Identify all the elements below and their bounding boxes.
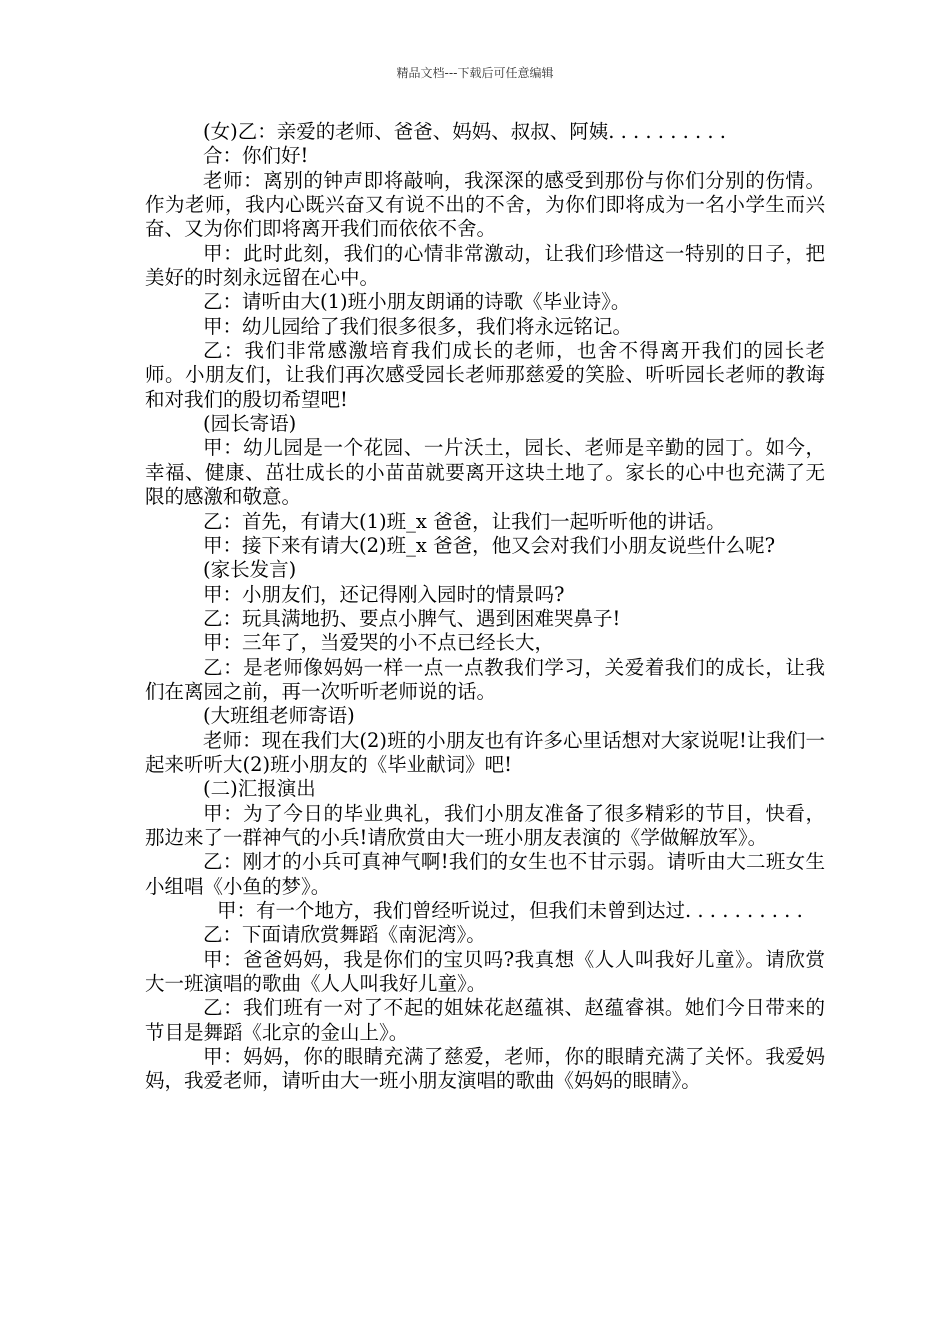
page-header: 精品文档---下载后可任意编辑 [396,66,554,80]
paragraph: 乙：我们非常感激培育我们成长的老师，也舍不得离开我们的园长老师。小朋友们，让我们再次感受园长老师那慈爱的笑脸、听听园长老师的教诲和对我们的殷切希望吧! [145,339,825,411]
paragraph: 甲：小朋友们，还记得刚入园时的情景吗? [203,582,565,606]
paragraph: (园长寄语) [203,412,297,436]
paragraph: 合：你们好! [203,144,309,168]
paragraph: (二)汇报演出 [203,777,316,801]
paragraph: 老师：现在我们大(2)班的小朋友也有许多心里话想对大家说呢!让我们一起来听听大(2)班小朋友的《毕业献词》吧! [145,728,825,776]
paragraph: 乙：请听由大(1)班小朋友朗诵的诗歌《毕业诗》。 [203,290,631,314]
paragraph: 甲：有一个地方，我们曾经听说过，但我们未曾到达过. . . . . . . . . . [217,899,803,922]
paragraph: 甲：此时此刻，我们的心情非常激动，让我们珍惜这一特别的日子，把美好的时刻永远留在心中。 [145,241,825,290]
paragraph: 甲：为了今日的毕业典礼，我们小朋友准备了很多精彩的节目，快看，那边来了一群神气的小兵!请欣赏由大一班小朋友表演的《学做解放军》。 [145,801,825,849]
paragraph: 甲：爸爸妈妈，我是你们的宝贝吗?我真想《人人叫我好儿童》。请欣赏大一班演唱的歌曲《人人叫我好儿童》。 [145,947,825,996]
paragraph: 乙：刚才的小兵可真神气啊!我们的女生也不甘示弱。请听由大二班女生小组唱《小鱼的梦》。 [145,850,825,898]
paragraph: 乙：下面请欣赏舞蹈《南泥湾》。 [203,923,486,947]
paragraph: (家长发言) [203,558,297,582]
paragraph: 甲：妈妈，你的眼睛充满了慈爱，老师，你的眼睛充满了关怀。我爱妈妈，我爱老师，请听由大一班小朋友演唱的歌曲《妈妈的眼睛》。 [145,1045,825,1093]
paragraph: 老师：离别的钟声即将敲响，我深深的感受到那份与你们分别的伤情。作为老师，我内心既兴奋又有说不出的不舍，为你们即将成为一名小学生而兴奋、又为你们即将离开我们而依依不舍。 [145,168,825,241]
paragraph: 乙：是老师像妈妈一样一点一点教我们学习，关爱着我们的成长，让我们在离园之前，再一次听听老师说的话。 [145,655,825,703]
paragraph: 甲：幼儿园给了我们很多很多，我们将永远铭记。 [203,314,633,338]
paragraph: 甲：幼儿园是一个花园、一片沃土，园长、老师是辛勤的园丁。如今，幸福、健康、茁壮成长的小苗苗就要离开这块土地了。家长的心中也充满了无限的感激和敬意。 [145,436,825,509]
paragraph: (大班组老师寄语) [203,704,355,728]
paragraph: (女)乙：亲爱的老师、爸爸、妈妈、叔叔、阿姨. . . . . . . . . . [203,120,726,143]
paragraph: 甲：接下来有请大(2)班_x 爸爸，他又会对我们小朋友说些什么呢? [203,533,776,557]
paragraph: 乙：首先，有请大(1)班_x 爸爸，让我们一起听听他的讲话。 [203,509,726,533]
paragraph: 乙：我们班有一对了不起的姐妹花赵蕴祺、赵蕴睿祺。她们今日带来的节目是舞蹈《北京的金山上》。 [145,996,825,1044]
document-body [145,120,825,1094]
paragraph: 乙：玩具满地扔、要点小脾气、遇到困难哭鼻子! [203,606,621,630]
paragraph: 甲：三年了，当爱哭的小不点已经长大， [203,631,555,655]
